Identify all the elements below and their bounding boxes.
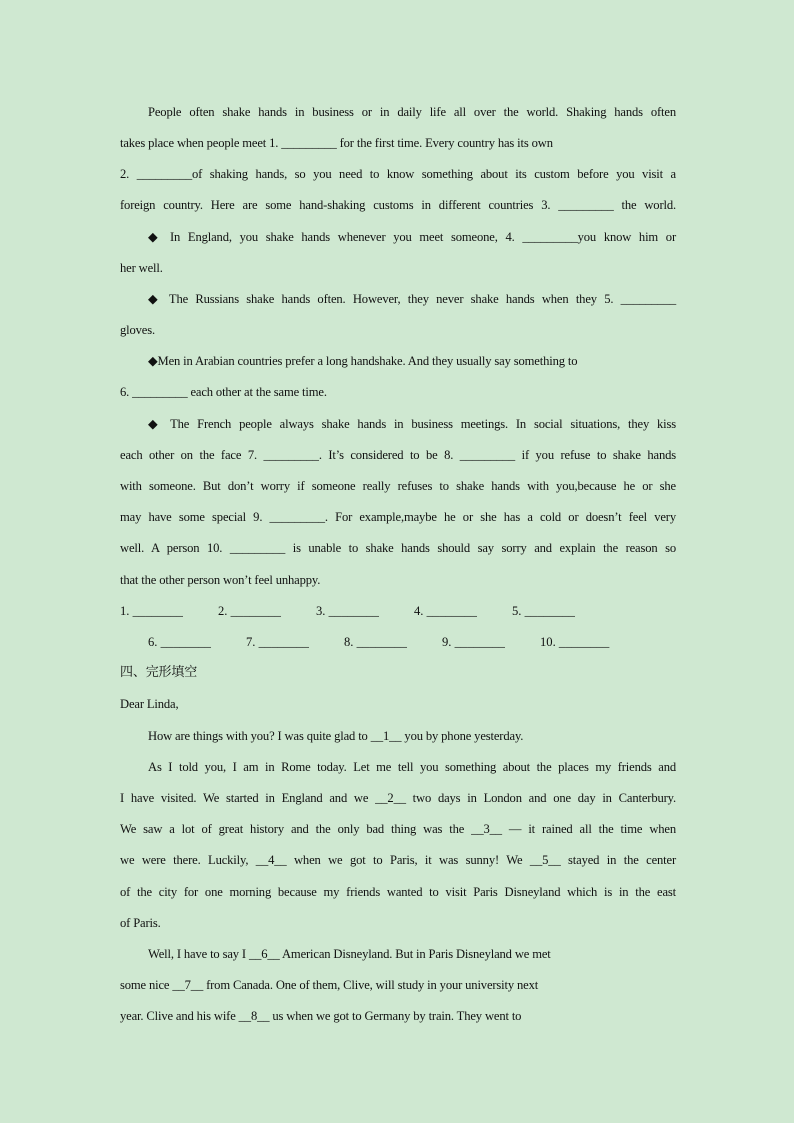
- letter-line: I have visited. We started in England and we __2__ two days in London and one day in Canterbury.: [120, 791, 676, 805]
- passage-line: may have some special 9. _________. For example,maybe he or she has a cold or doesn’t feel very: [120, 510, 676, 524]
- passage-line: ◆Men in Arabian countries prefer a long handshake. And they usually say something to: [148, 354, 578, 368]
- passage-line: with someone. But don’t worry if someone really refuses to shake hands with you,because he or she: [120, 479, 676, 493]
- answer-blank: 9. ________: [442, 635, 505, 649]
- letter-line: year. Clive and his wife __8__ us when we got to Germany by train. They went to: [120, 1009, 522, 1023]
- passage-line: ◆ The Russians shake hands often. However, they never shake hands when they 5. _________: [148, 292, 676, 306]
- letter-line: As I told you, I am in Rome today. Let me tell you something about the places my friends and: [148, 760, 676, 774]
- letter-line: we were there. Luckily, __4__ when we got to Paris, it was sunny! We __5__ stayed in the center: [120, 853, 676, 867]
- letter-greeting: Dear Linda,: [120, 697, 179, 711]
- answer-blank: 6. ________: [148, 635, 211, 649]
- passage-line: each other on the face 7. _________. It’s considered to be 8. _________ if you refuse to shake hands: [120, 448, 676, 462]
- answer-blank: 3. ________: [316, 604, 379, 618]
- answer-blank: 5. ________: [512, 604, 575, 618]
- letter-line: Well, I have to say I __6__ American Disneyland. But in Paris Disneyland we met: [148, 947, 551, 961]
- passage-line: 2. _________of shaking hands, so you need to know something about its custom before you visit a: [120, 167, 676, 181]
- letter-line: of the city for one morning because my friends wanted to visit Paris Disneyland which is in the east: [120, 885, 676, 899]
- passage-line: takes place when people meet 1. _________ for the first time. Every country has its own: [120, 136, 553, 150]
- answer-blank: 7. ________: [246, 635, 309, 649]
- passage-line: her well.: [120, 261, 163, 275]
- letter-line: some nice __7__ from Canada. One of them, Clive, will study in your university next: [120, 978, 539, 992]
- letter-line: We saw a lot of great history and the only bad thing was the __3__ — it rained all the time when: [120, 822, 676, 836]
- answer-blank: 4. ________: [414, 604, 477, 618]
- letter-line: How are things with you? I was quite glad to __1__ you by phone yesterday.: [148, 729, 524, 743]
- letter-line: of Paris.: [120, 916, 161, 930]
- passage-line: People often shake hands in business or in daily life all over the world. Shaking hands often: [148, 105, 676, 119]
- answer-blank: 1. ________: [120, 604, 183, 618]
- passage-line: 6. _________ each other at the same time.: [120, 385, 327, 399]
- passage-line: foreign country. Here are some hand-shaking customs in different countries 3. _________ the world.: [120, 198, 676, 212]
- passage-line: that the other person won’t feel unhappy.: [120, 573, 321, 587]
- passage-line: ◆ The French people always shake hands in business meetings. In social situations, they kiss: [148, 417, 676, 431]
- passage-line: gloves.: [120, 323, 155, 337]
- answer-blank: 8. ________: [344, 635, 407, 649]
- answer-blank: 10. ________: [540, 635, 610, 649]
- answer-blank: 2. ________: [218, 604, 281, 618]
- passage-line: ◆ In England, you shake hands whenever you meet someone, 4. _________you know him or: [148, 230, 676, 244]
- passage-line: well. A person 10. _________ is unable to shake hands should say sorry and explain the reason so: [120, 541, 676, 555]
- section-heading: 四、完形填空: [120, 665, 198, 680]
